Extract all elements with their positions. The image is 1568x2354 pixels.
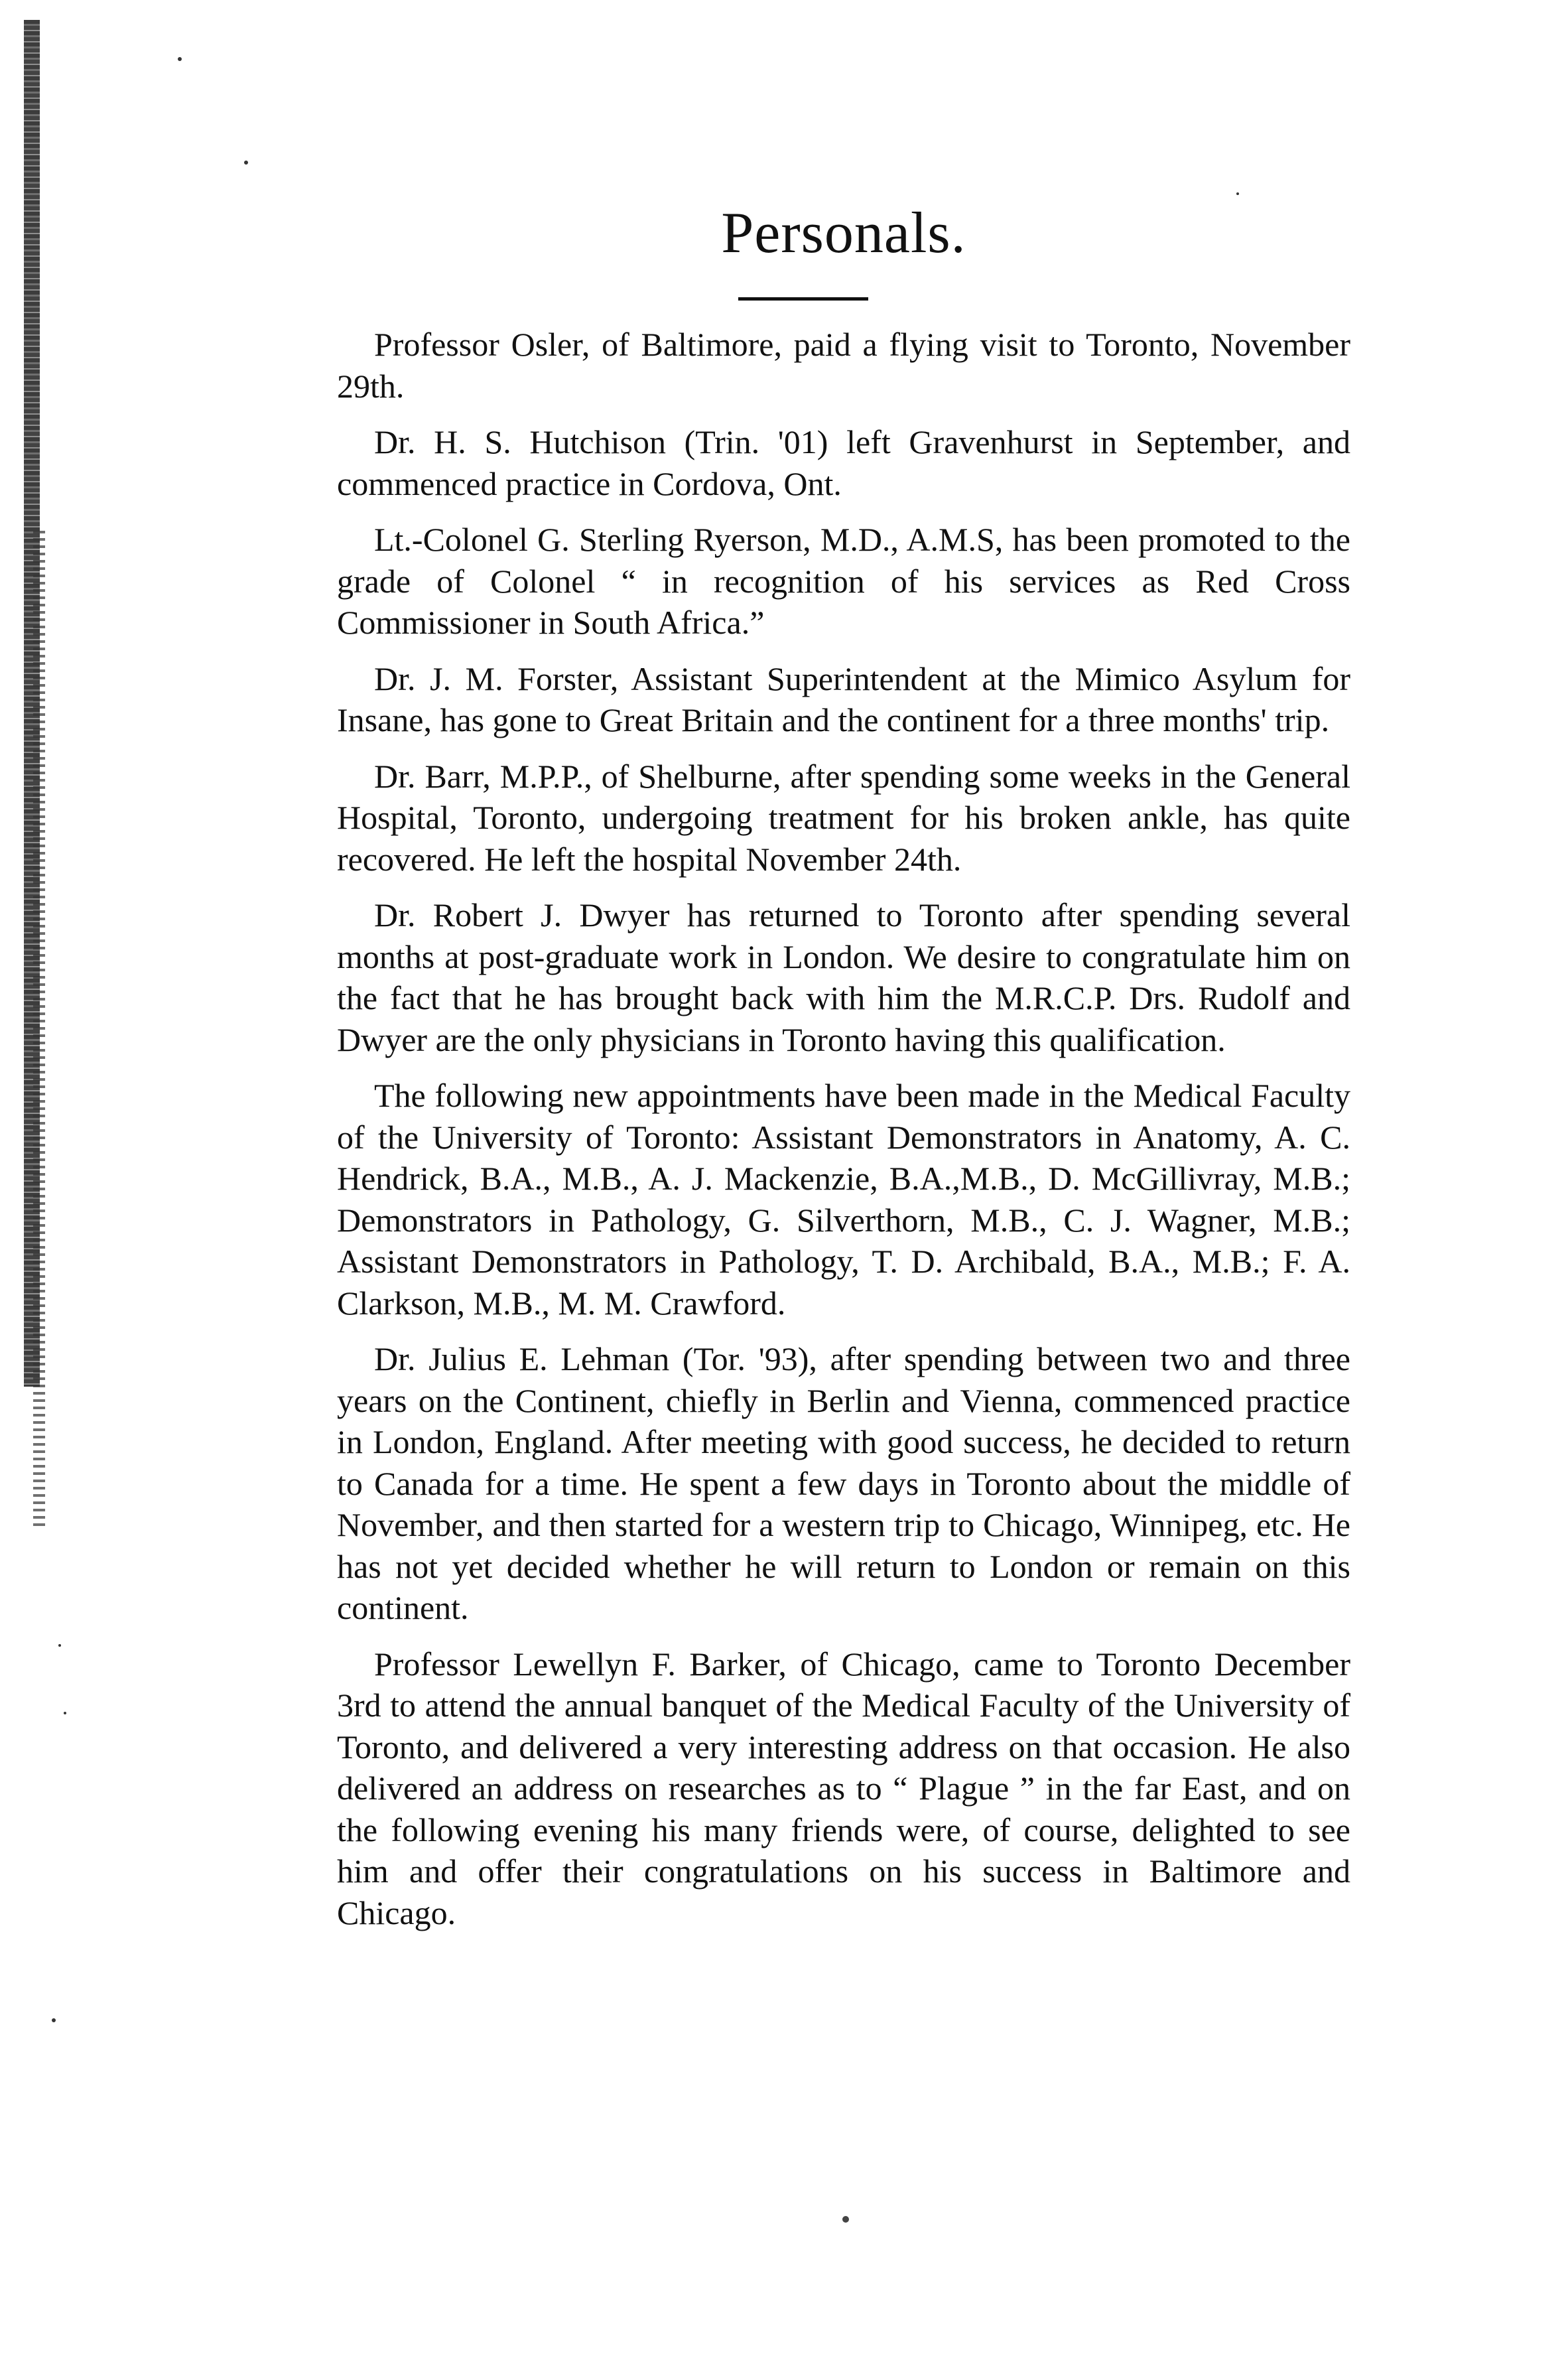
paragraph-dwyer: Dr. Robert J. Dwyer has returned to Toronto after spending several months at post-graduate work in London. We desire to congratulate him on the fact that he has brought back with him the M.R.C.P. Drs. Rudolf and Dwyer are the only physicians in Toronto having this qualification. xyxy=(337,896,1350,1058)
article-body xyxy=(337,324,1350,1948)
paragraph-osler: Professor Osler, of Baltimore, paid a flying visit to Toronto, November 29th. xyxy=(337,326,1350,405)
scan-speck xyxy=(58,1644,61,1647)
page-dot xyxy=(842,2216,849,2223)
scan-speck xyxy=(244,161,248,165)
scan-binding-shadow xyxy=(33,531,45,1526)
paragraph-barr: Dr. Barr, M.P.P., of Shelburne, after spending some weeks in the General Hospital, Toronto, undergoing treatment for his broken ankle, has quite recovered. He left the hospital November 24th. xyxy=(337,757,1350,878)
scan-speck xyxy=(64,1712,66,1714)
page-title: Personals. xyxy=(721,201,966,265)
scan-speck xyxy=(1236,192,1239,195)
paragraph-forster: Dr. J. M. Forster, Assistant Superintendent at the Mimico Asylum for Insane, has gone to Great Britain and the continent for a three months' trip. xyxy=(337,659,1350,738)
paragraph-hutchison: Dr. H. S. Hutchison (Trin. '01) left Gravenhurst in September, and commenced practice in Cordova, Ont. xyxy=(337,423,1350,502)
paragraph-lehman: Dr. Julius E. Lehman (Tor. '93), after spending between two and three years on the Continent, chiefly in Berlin and Vienna, commenced practice in London, England. After meeting with good success, he decided to return to Canada for a time. He spent a few days in Toronto about the middle of November, and then started for a western trip to Chicago, Winnipeg, etc. He has not yet decided whether he will return to London or remain on this continent. xyxy=(337,1340,1350,1626)
paragraph-barker: Professor Lewellyn F. Barker, of Chicago, came to Toronto December 3rd to attend the annual banquet of the Medical Faculty of the University of Toronto, and delivered a very interesting address on that occasion. He also delivered an address on researches as to “ Plague ” in the far East, and on the following evening his many friends were, of course, delighted to see him and offer their congratulations on his success in Baltimore and Chicago. xyxy=(337,1645,1350,1931)
paragraph-ryerson: Lt.-Colonel G. Sterling Ryerson, M.D., A.M.S, has been promoted to the grade of Colonel “ in recognition of his services as Red Cross Commissioner in South Africa.” xyxy=(337,521,1350,641)
paragraph-appointments: The following new appointments have been made in the Medical Faculty of the University of Toronto: Assistant Demonstrators in Anatomy, A. C. Hendrick, B.A., M.B., A. J. Mackenzie, B.A.,M.B., D. McGillivray, M.B.; Demonstrators in Pathology, G. Silverthorn, M.B., C. J. Wagner, M.B.; Assistant Demonstrators in Pathology, T. D. Archibald, B.A., M.B.; F. A. Clarkson, M.B., M. M. Crawford. xyxy=(337,1077,1350,1322)
scan-speck xyxy=(52,2018,56,2022)
title-rule xyxy=(738,297,868,301)
scan-speck xyxy=(178,57,182,61)
